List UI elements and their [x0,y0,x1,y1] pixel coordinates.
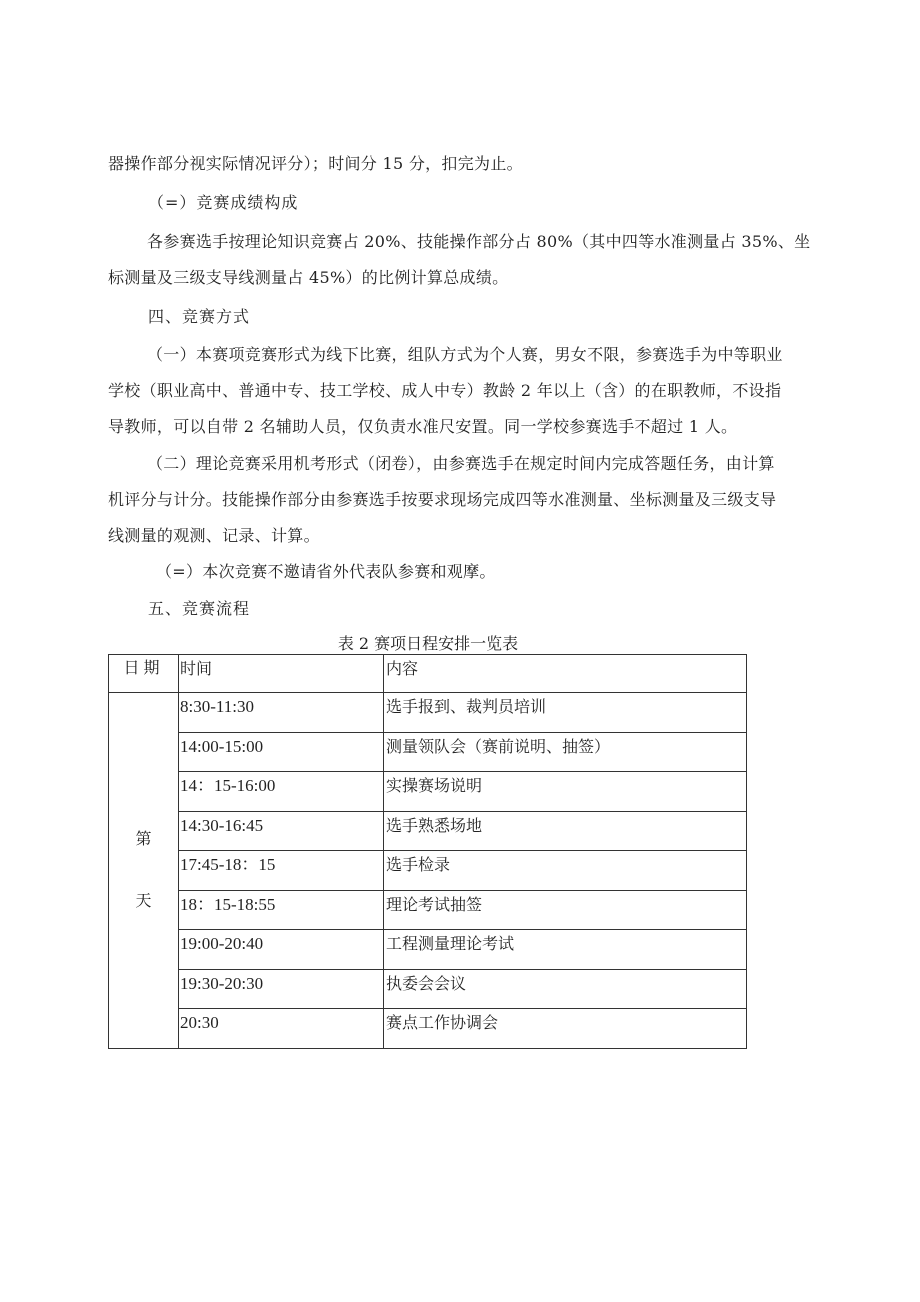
table-caption: 表 2 赛项日程安排一览表 [337,634,519,653]
content-cell: 测量领队会（赛前说明、抽签） [384,732,747,772]
paragraph-line: （一）本赛项竞赛形式为线下比赛，组队方式为个人赛，男女不限，参赛选手为中等职业 [147,345,783,364]
section-heading-score-composition: （=）竞赛成绩构成 [148,193,299,212]
paragraph-line: 标测量及三级支导线测量占 45%）的比例计算总成绩。 [108,268,509,287]
content-cell: 工程测量理论考试 [384,930,747,970]
table-row [109,890,747,930]
table-row [109,811,747,851]
time-cell: 20:30 [179,1009,384,1049]
paragraph-line: 线测量的观测、记录、计算。 [108,526,320,545]
time-cell: 19:00-20:40 [179,930,384,970]
section-heading-competition-method: 四、竞赛方式 [148,307,251,326]
content-cell: 实操赛场说明 [384,772,747,812]
paragraph-line: 各参赛选手按理论知识竞赛占 20%、技能操作部分占 80%（其中四等水准测量占 35%、坐 [147,232,811,251]
day-cell [109,693,179,1049]
paragraph-line: （=）本次竞赛不邀请省外代表队参赛和观摩。 [156,562,496,581]
header-content: 内容 [384,655,747,693]
content-cell: 执委会会议 [384,969,747,1009]
table-row [109,930,747,970]
table-row [109,851,747,891]
time-cell: 14:00-15:00 [179,732,384,772]
header-date: 日期 [109,655,179,693]
table-row [109,772,747,812]
content-cell: 选手报到、裁判员培训 [384,693,747,733]
table-row [109,693,747,733]
time-cell: 14:30-16:45 [179,811,384,851]
paragraph-line: 导教师，可以自带 2 名辅助人员，仅负责水准尺安置。同一学校参赛选手不超过 1 人。 [108,417,738,436]
schedule-table [108,654,747,1049]
content-cell: 选手熟悉场地 [384,811,747,851]
paragraph-line: 器操作部分视实际情况评分）；时间分 15 分，扣完为止。 [108,154,523,173]
day-label: 第 天 [135,829,152,911]
time-cell: 17:45-18：15 [179,851,384,891]
time-cell: 8:30-11:30 [179,693,384,733]
paragraph-line: 学校（职业高中、普通中专、技工学校、成人中专）教龄 2 年以上（含）的在职教师，不设指 [108,381,782,400]
table-row [109,1009,747,1049]
header-time: 时间 [179,655,384,693]
section-heading-competition-process: 五、竞赛流程 [148,599,251,618]
time-cell: 14：15-16:00 [179,772,384,812]
table-row [109,732,747,772]
table-header-row [109,655,747,693]
table-row [109,969,747,1009]
paragraph-line: 机评分与计分。技能操作部分由参赛选手按要求现场完成四等水准测量、坐标测量及三级支导 [108,490,777,509]
content-cell: 选手检录 [384,851,747,891]
time-cell: 19:30-20:30 [179,969,384,1009]
time-cell: 18：15-18:55 [179,890,384,930]
content-cell: 赛点工作协调会 [384,1009,747,1049]
content-cell: 理论考试抽签 [384,890,747,930]
paragraph-line: （二）理论竞赛采用机考形式（闭卷），由参赛选手在规定时间内完成答题任务，由计算 [147,454,775,473]
